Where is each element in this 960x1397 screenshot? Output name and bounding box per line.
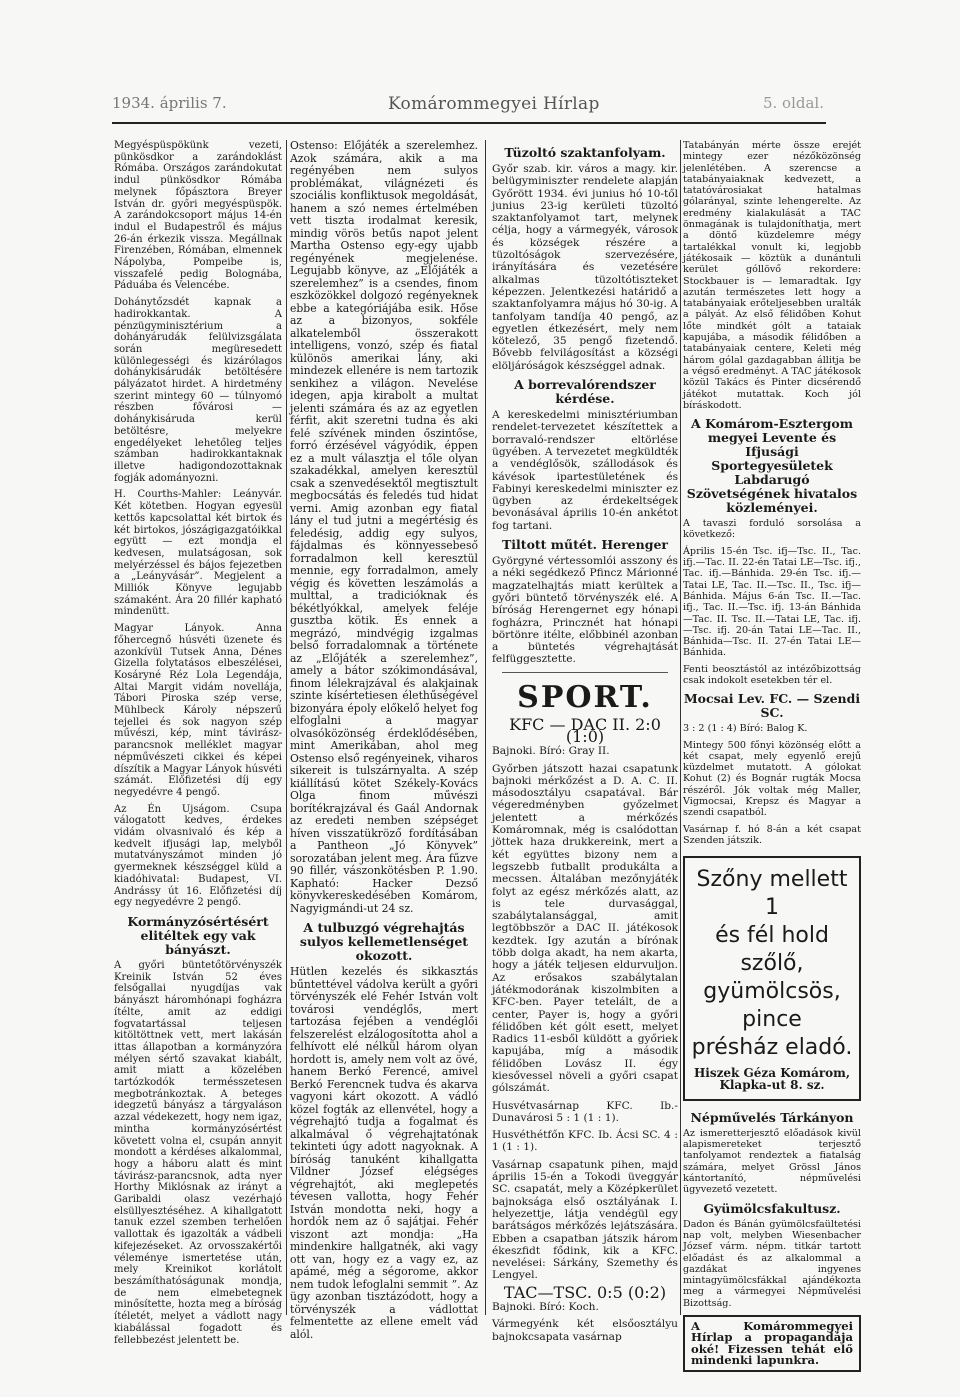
column-4 xyxy=(683,140,861,1372)
column-1 xyxy=(114,140,282,1351)
article-tarkany: Az ismeretterjesztő előadások kivül alapismereteket terjesztő tanfolyamot rendeztek a fiatalság számára, melyet Grössl János kántortanító, népművelési ügyvezető vezetett. xyxy=(683,1127,861,1196)
issue-date: 1934. április 7. xyxy=(112,94,227,112)
article-levente-intro: A tavaszi forduló sorsolása a következő: xyxy=(683,518,861,541)
header-rule xyxy=(112,122,826,124)
headline-illegal-surgery: Tiltott műtét. Herenger xyxy=(502,537,668,553)
masthead-title: Komárommegyei Hírlap xyxy=(388,94,600,114)
article-miner: A győri büntetőtörvényszék Kreinik István 52 éves felsőgallai nyugdíjas vak bányászt háromhónapi fogházra ítélte, amit az eddigi fogvatartással teljesen kitöltöttnek vett, mert lakásán ittas állapotban a kormányzóra mélyen sértő szavakat kiabált, amit miatt a közelében tartózkodók termésszetesen megbotránkoztak. A beteges idegzetű bányász a tárgyaláson azzal védekezett, hogy nem igaz, mintha kormányzósértést követett volna el, csupán annyit mondott a kérdéses alkalommal, hogy a háboru alatt és mint távirász-parancsnok, adta nyer Horthy Miklósnak az irányt a Garibaldi olasz vezérhajó elsüllyesztéséhez. A kihallgatott tanuk ezzel szemben terhelően vallottak és igazolták a vádbeli kifejezéseket. Az orvosszakértői véleménye ismertetése után, mely Kreinikot korlátolt beszámíthatóságunak mondja, de nem elmebetegnek minősítette, hozta meg a bíróság ítéletét, melyet a vádlott nagy kiabálással fogadott és fellebbezést jelentett be. xyxy=(114,960,282,1346)
column-2 xyxy=(290,140,478,1346)
column-divider xyxy=(680,140,681,1315)
ad-line: és fél hold szőlő, xyxy=(715,923,829,977)
match-kfc-dac-ref: Bajnoki. Bíró: Gray II. xyxy=(492,745,610,758)
column-divider xyxy=(286,140,287,1315)
article-levente-schedule: Április 15-én Tsc. ifj—Tsc. II., Tac. ifj.—Tac. II. 22-én Tatai LE—Tsc. ifj., Tac. ifj.—Bánhida. 29-én Tsc. ifj.— Tatai LE, Tac. II.—Tsc. II., Tsc. ifj—Bánhida. Május 6-án Tsc. II.—Tac. ifj., Tac. II.—Tsc. ifj. 13-án Bánhida—Tac. II. Tsc. II.—Tatai LE, Tac. ifj.—Tsc. ifj. 20-án Tatai LE—Tac. II., Bánhida—Tsc. II. 27-én Tatai LE—Bánhida. xyxy=(683,545,861,659)
match-tac-tsc-title: TAC—TSC. 0:5 (0:2) xyxy=(503,1282,667,1302)
article-tobacco-shops: Dohánytőzsdét kapnak a hadirokkantak. A pénzügyminisztérium a dohányárudák felülvizsgálata során megüresedett különlegességi és kizárólagos dohánykisárudák betöltésére pályázatot hirdet. A hirdetmény szerint mintegy 60 — túlnyomó részben fővárosi — dohánykisáruda kerül betöltésre, melyekre engedélyeket lehetőleg teljes számban hadirokkantaknak illetve hadigondozottaknak fogják adományozni. xyxy=(114,297,282,484)
article-en-ujsagom: Az Én Ujságom. Csupa válogatott kedves, érdekes vidám olvasnivaló és kép a kedvelt ifjusági lap, melyből mutatványszámot minden jó gyermeknek készséggel küld a kiadóhivatal: Budapest, VI. Andrássy út 16. Előfizetési díj egy negyedévre 2 pengő. xyxy=(114,803,282,909)
ad-line: présház eladó. xyxy=(691,1035,853,1061)
article-enforcement: Hütlen kezelés és sikkasztás bűntettével vádolva került a győri törvényszék elé Fehér István volt továrosi vendéglős, mert tartozása fejében a vendéglői felszerelést elzálogosította ahol a felhívott elé nélkül három olyan hordott is, amely nem volt az övé, hanem Berkó Ferencé, amivel Berkó Ferencnek tudva és akarva vagyoni kárt okozott. A vádló közel fogták az ellenvétel, hogy a végrehajtó tudja a fogalmat és alkalmával ő végrehajtatónak tekinteti úgy adott nagyoknak. A bíróság tanuként kihallgatta Vildner József elégséges végrehajtót, aki meglepetés tévesen vallotta, hogy Fehér István mondotta neki, hogy a hordók nem az ő sajátjai. Fehér viszont azt mondja: „Ha mindenkire hallgatnék, aki vagy ott van, hogy ez a vagy ez, az apámé, még a ségorome, akkor nem tudok lefoglalni semmit ”. Az ügy azonban tisztázódott, hogy a törvényszék a vádlottat felmentette az ellene emelt vád alól. xyxy=(290,965,478,1341)
column-divider xyxy=(485,140,486,1315)
headline-fruit: Gyümölcsfakultusz. xyxy=(703,1200,841,1216)
page-header xyxy=(112,94,824,120)
ad-line: gyümölcsös, pince xyxy=(703,979,841,1033)
separator xyxy=(502,672,668,673)
article-ostenso: Ostenso: Előjáték a szerelemhez. Azok számára, akik a ma regényében nem sulyos problémákat, világnézeti és szociális konfliktusok megoldását, hanem a szó nemes értelmében vett tiszta irodalmat keresik, mindig vörös betűs napot jelent Martha Ostenso egy-egy ujabb regényének megjelenése. Legujabb könyve, az „Előjáték a szerelemhez” is a csendes, finom eszközökkel dolgozó regényeknek ebbe a kategóriájába esik. Hőse az a bizonyos, sokféle alkatelemből összerakott intelligens, vonzó, szép és fiatal különös amerikai lány, aki mindezek ellenére is nem tartozik senkihez a világon. Nevelése idegen, apja kirabolt a multat jelenti számára és az az egyetlen férfit, akit szeretni tudna és aki felé szívének minden őszintőse, forró érzésével vágyódik, éppen ez a mult választja el tőle olyan szakadékkal, amelyen keresztül csak a szenvedésektől megtisztult megbocsátás és feledés tud hidat verni. Amig azonban egy fiatal lány el tud jutni a megértésig és feledésig, addig egy sulyos, fájdalmas és könnyessebeső forradalmon kell keresztül mennie, egy forradalmon, amely végig és követten leszámolás a multtal, a tradicióknak és békétlyókkal, amelyek feléje gusztba kötik. És ennek a megrázó, mindvégig izgalmas belső forradalomnak a története az „Előjáték a szerelemhez”, amely a bátor szókimondásával, finom lélekrajzával és alakjainak szinte kísértetiesen élethűségével bizonyára époly előkelő helyet fog elfoglalni a magyar olvasóközönség érdeklődésében, mint Amerikában, ahol meg Ostenso első regényeinek, viharos sikereit is tulszárnyalta. A szép kiállítású kötet Székely-Kovács Olga finom művészi borítékrajzával és Gaál Andornak az eredeti nemben szépséget híven visszatükröző fordításában a Pantheon „Jó Könyvek” sorozatában jelent meg. Ára fűzve 90 fillér, vászonkötésben P. 1.90. Kapható: Hacker Dezső könyvkereskedésében Komárom, Nagyigmándi-ut 24 sz. xyxy=(290,139,478,915)
headline-miner: Kormányzósértésért elitéltek egy vak bányászt. xyxy=(127,914,269,957)
article-levente-note: Fenti beosztástól az intézőbizottság csak indokolt esetekben tér el. xyxy=(683,663,861,686)
column-3 xyxy=(492,140,678,1348)
headline-firefighter: Tüzoltó szaktanfolyam. xyxy=(504,145,666,160)
match-kfc-dunavaros: Husvétvasárnap KFC. Ib.-Dunavárosi 5 : 1 (1 : 1). xyxy=(492,1099,678,1124)
match-tac-tsc-ref: Bajnoki. Bíró: Koch. xyxy=(492,1301,599,1314)
ad-line: Szőny mellett 1 xyxy=(696,867,848,921)
match-kfc-dac-title: KFC — DAC II. 2:0 (1:0) xyxy=(509,714,661,746)
ad-contact: Hiszek Géza Komárom, Klapka-ut 8. sz. xyxy=(693,1066,851,1092)
match-mocsa-score: 3 : 2 (1 : 4) Bíró: Balog K. xyxy=(683,723,808,735)
headline-levente: A Komárom-Esztergom megyei Levente és Ifjusági Sportegyesületek Labdarugó Szövetségének hivatalos közleményei. xyxy=(686,416,858,516)
sport-heading: SPORT. xyxy=(517,679,653,715)
match-kfc-acs: Husvéthétfőn KFC. Ib. Ácsi SC. 4 : 1 (1 : 1). xyxy=(492,1129,678,1154)
article-firefighter: Győr szab. kir. város a magy. kir. belügyminiszter rendelete alapján Győrött 1934. évi junius hó 10-től junius 23-ig kerületi tüzoltó szaktanfolyamot tart, melynek célja, hogy a vármegyék, városok és községek részére a tüzoltóságok szervezésére, irányítására és vezetésére alkalmas tüzoltótiszteket képezzen. Jelentkezési határidő a szaktanfolyamra május hó 30-ig. A tanfolyam tandíja 40 pengő, az egyetlen étkezésért, mely nem kötelező, 35 pengő fizetendő. Bővebb felvilágosítást a községi elöljáróságok készséggel adnak. xyxy=(492,163,678,372)
subscription-ad: A Komárommegyei Hírlap a propagandája oké! Fizessen tehát elő mindenki lapunkra. xyxy=(683,1315,861,1372)
article-tatabanya: Tatabányán mérte össze erejét mintegy ezer nézőközönség jelenlétében. A szerencse a tatabányaiaknak kedvezett, a tatatóvárosiakat hatalmas gólarányal, szinte lehengerelte. Az eredmény kialakulását a TAC önmagának is tulajdoníthatja, mert a döntő küzdelemre mégy tartalékkal vonult ki, legjobb játékosaik — köztük a dunántuli kerület góllövő rekordere: Stockbauer is — lemaradtak. Igy azután természetes lett hogy a tatabányaiak erőteljesebben uralták a pályát. Az első félidőben Kohut lőte mindkét gólt a tataiak kapujába, a második félidőben a tatabányaiak centere, Keleti még három gólal gazdagabban állitja be a végső eredményt. A TAC játékosok közül Takács és Pinter dicsérendő játékot mutattak. Koch jól bíráskodott. xyxy=(683,140,861,411)
article-kfc-dac: Győrben játszott hazai csapatunk bajnoki mérkőzést a D. A. C. II. másodosztályu csapatával. Bár végeredményben győzelmet jelentett a mérkőzés Komáromnak, még is csalódottan jöttek haza drukkereink, mert a két együttes bizony nem a legszebb futballt produkálta a mecssen. Általában mezőnyjáték folyt az egész mérkőzés alatt, az is tele durvasággal, szabálytalansággal, amit legtöbbször a DAC II. játékosok kezdtek. Igy azután a bírónak több dolga akadt, ha nem akarta, hogy a játék teljesen eldurvuljon. Az erősakos szabálytalan játékmodorának kiszolmbiten a KFC-ben. Payer tetelált, de a center, Payer is, hogy a győri félidőben két gólt esett, melyet Radics 11-esből küldött a győriek kapujába, míg a második félidőben Lovász II. égy kiesővessel növeli a győri csapat gólszámát. xyxy=(492,762,678,1095)
article-courths-mahler: H. Courths-Mahler: Leányvár. Két kötetben. Hogyan egyesül kettős kapcsolattal két birtok és két birtokos, jószágigazgatóikkal együtt — ezt mondja el kedvesen, mulatságosan, sok melyérzéssel és bájos fejezetben a „Leányvásár”. Megjelent a Milliók Könyve legujabb számaként. Ára 20 fillér kapható mindenütt. xyxy=(114,489,282,618)
article-mocsa-next: Vasárnap f. hó 8-án a két csapat Szenden játszik. xyxy=(683,823,861,846)
headline-enforcement: A tulbuzgó végrehajtás sulyos kellemetlenséget okozott. xyxy=(299,920,469,963)
article-illegal-surgery: Györgyné vértessomlói asszony és a néki segédkező Pfincz Márionné magzatelhajtás miatt kerültek a győri büntető törvényszék elé. A bíróság Herengernet egy hónapi fogházra, Princznét hat hónapi börtönre itélte, előbbinél azonban a büntetés végrehajtását felfüggesztette. xyxy=(492,555,678,666)
vineyard-ad xyxy=(683,856,861,1101)
article-tac-tsc: Vármegyénk két elsőosztályu bajnokcsapata vasárnap xyxy=(492,1318,678,1343)
match-mocsa-title: Mocsai Lev. FC. — Szendi SC. xyxy=(683,691,861,721)
article-fruit: Dadon és Bánán gyümölcsfaültetési nap volt, melyben Wiesenbacher József várm. népm. titkár tartott előadást és az alkalommal a gazdákat ingyenes mintagyümölcsfákkal ajándékozta meg a vármegyei Népművelési Bizottság. xyxy=(683,1218,861,1309)
article-tokod: Vasárnap csapatunk pihen, majd április 15-én a Tokodi üveggyár SC. csapatát, mely a Középkerület bajnoksága első osztályának I. helyezettje, látja vendégül egy barátságos mérkőzés lejátszására. Ebben a csapatban játszik három ékeszfidt fődink, kik a KFC. nevelései: Sárkány, Szemethy és Lengyel. xyxy=(492,1158,678,1282)
page-number: 5. oldal. xyxy=(762,94,824,112)
article-magyar-lanyok: Magyar Lányok. Anna főhercegnő húsvéti üzenete és azonkívül Tutsek Anna, Dénes Gizella folytatásos elbeszélései, Kosáryné Réz Lola Legendája, Altai Margit vidám novellája, Tábori Piroska szép verse, Mühlbeck Károly népszerű tejellei és sok nagyon szép művészi, kép, mint távirász-parancsnok melléklet magyar népművészeti cikkei és képei díszítik a Magyar Lányok húsvéti számát. Előfizetési díj egy negyedévre 4 pengő. xyxy=(114,623,282,798)
article-mocsa: Mintegy 500 főnyi közönség előtt a két csapat, mely egyenlő erejű küzdelmet mutatott. A gólokat Kohut (2) és Bognár rugták Mocsa részéről. Jók voltak még Maller, Vigmocsai, Krepsz és Magyar a szendi csapatból. xyxy=(683,739,861,819)
article-tips: A kereskedelmi minisztériumban rendelet-tervezetet készítettek a borravaló-rendszer eltörlése ügyében. A tervezetet megküldték a vendéglősök, szállodások és kávésok ipartestületének és Fabinyi kereskedelmi miniszter ez ügyben az érdekeltségek bevonásával április 10-én ankétot fog tartani. xyxy=(492,409,678,532)
article-pilgrimage: Megyéspüspökünk vezeti, pünkösdkor a zarándoklást Rómába. Országos zarándokutat indul pünkösdkor Rómába melynek főpásztora Breyer István dr. győri megyéspüspök. A zarándokcsoport május 14-én indul el Budapestről és május 26-án érkezik vissza. Megállnak Firenzében, Rómában, elmennek Nápolyba, Pompeibe is, visszafelé pedig Bolognába, Páduába és Velencébe. xyxy=(114,140,282,292)
headline-tips: A borrevalórendszer kérdése. xyxy=(514,377,656,407)
headline-tarkany: Népművelés Tárkányon xyxy=(690,1109,854,1125)
